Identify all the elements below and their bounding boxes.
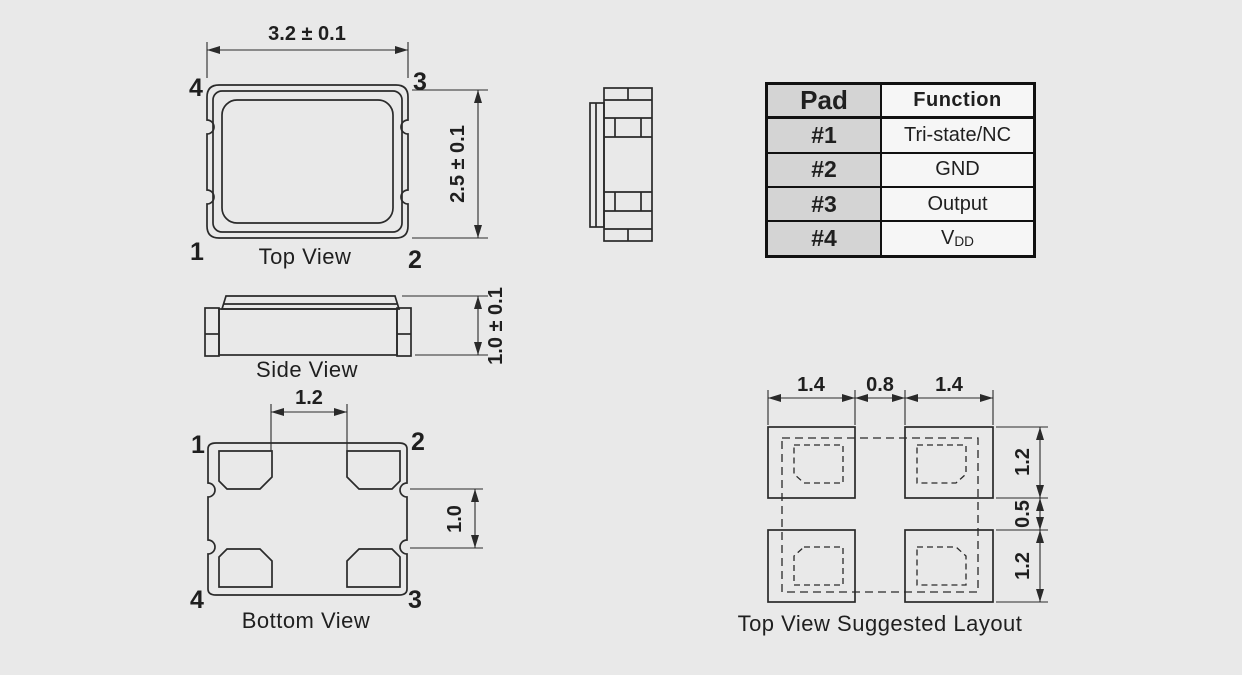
bottom-view-gap-dim: 1.2	[295, 387, 323, 409]
layout-dim-top-pad-height: 1.2	[1012, 448, 1034, 476]
top-view-label: Top View	[258, 244, 352, 269]
pad-function-table	[765, 82, 1036, 258]
top-view-width-dim: 3.2 ± 0.1	[268, 23, 346, 45]
bottom-view-pin-2: 2	[411, 428, 425, 456]
bottom-view-pad-1	[219, 451, 272, 489]
top-view-height-dim: 2.5 ± 0.1	[447, 125, 469, 203]
layout-dim-horizontal-gap: 0.8	[866, 374, 894, 396]
pad-function	[881, 221, 1035, 256]
layout-dim-left-pad-width: 1.4	[797, 374, 825, 396]
side-view-height-dim: 1.0 ± 0.1	[485, 287, 507, 365]
table-row	[767, 153, 1035, 187]
layout-land-pads	[768, 427, 993, 602]
bottom-view-pin-4: 4	[190, 586, 204, 614]
bottom-view-pad-4	[219, 549, 272, 587]
side-view-lid	[222, 296, 399, 309]
top-view-drawing	[207, 85, 408, 238]
table-header-pad: Pad	[767, 84, 882, 118]
pad-number: #2	[767, 153, 882, 187]
side-view-label: Side View	[256, 357, 358, 382]
bottom-view-pad-3	[347, 549, 400, 587]
top-view-pin-4: 4	[189, 74, 203, 102]
table-row	[767, 118, 1035, 153]
table-header-row	[767, 84, 1035, 118]
vdd-symbol: V	[941, 227, 955, 250]
vdd-subscript: DD	[954, 233, 974, 249]
side-view-right-pad	[397, 308, 411, 356]
bottom-view-pad-height-dim: 1.0	[444, 505, 466, 533]
end-view-body	[604, 88, 652, 241]
bottom-view-pin-1: 1	[191, 431, 205, 459]
bottom-view-label: Bottom View	[241, 608, 371, 633]
pad-function: Output	[881, 187, 1035, 221]
top-view-pin-1: 1	[190, 238, 204, 266]
pad-function: GND	[881, 153, 1035, 187]
layout-package-outline-dashed	[782, 438, 978, 592]
pad-number: #3	[767, 187, 882, 221]
layout-dim-bottom-pad-height: 1.2	[1012, 552, 1034, 580]
top-view-pin-2: 2	[408, 246, 422, 274]
side-view-dimensions	[402, 296, 488, 355]
bottom-view-outline	[208, 443, 407, 595]
top-view-lid	[222, 100, 393, 223]
end-view-drawing	[590, 88, 652, 241]
top-view-pin-3: 3	[413, 68, 427, 96]
pad-number: #1	[767, 118, 882, 153]
table-header-function: Function	[881, 84, 1035, 118]
layout-dim-vertical-gap: 0.5	[1012, 500, 1034, 528]
top-view-dimension-arrows	[207, 46, 482, 238]
layout-package-pads-dashed	[794, 445, 966, 585]
bottom-view-pad-2	[347, 451, 400, 489]
pad-function: Tri-state/NC	[881, 118, 1035, 153]
top-view-seam	[213, 91, 402, 232]
side-view-drawing	[205, 296, 411, 356]
layout-dim-right-pad-width: 1.4	[935, 374, 963, 396]
bottom-view-drawing	[208, 443, 407, 595]
side-view-left-pad	[205, 308, 219, 356]
top-view-dimensions	[207, 42, 488, 238]
layout-dimensions	[768, 390, 1048, 602]
table-row	[767, 187, 1035, 221]
table-row	[767, 221, 1035, 256]
top-view-outline	[207, 85, 408, 238]
end-view-lid	[590, 103, 604, 227]
pad-number: #4	[767, 221, 882, 256]
bottom-view-pin-3: 3	[408, 586, 422, 614]
side-view-body	[219, 309, 397, 355]
layout-view-label: Top View Suggested Layout	[737, 611, 1023, 636]
